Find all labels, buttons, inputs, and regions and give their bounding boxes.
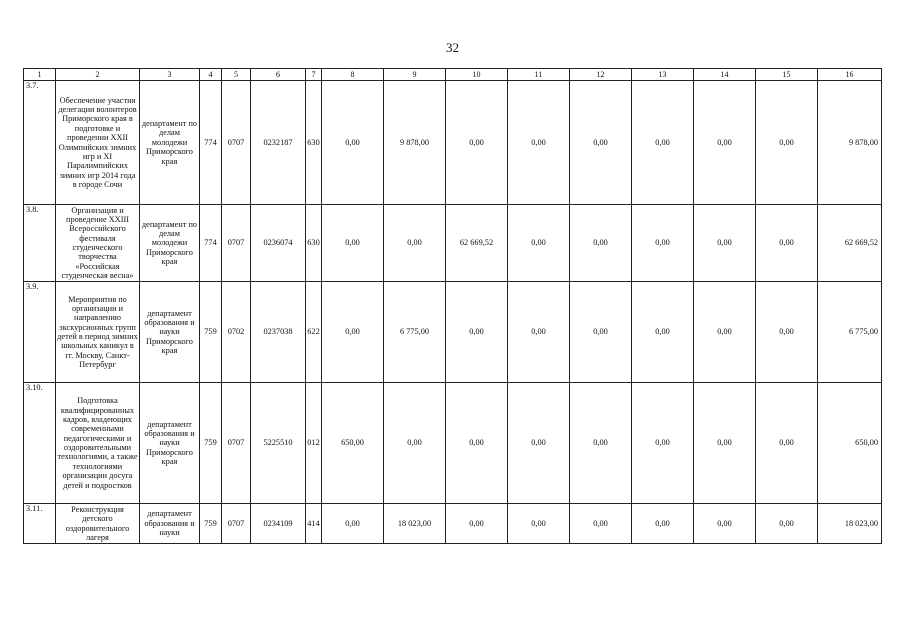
row-number: 3.10. xyxy=(24,383,56,504)
cell-target-article: 0232187 xyxy=(251,81,306,205)
cell-2017: 0,00 xyxy=(632,81,694,205)
table-row xyxy=(24,504,882,544)
table-body xyxy=(24,69,882,544)
cell-2014: 0,00 xyxy=(446,504,508,544)
cell-2015: 0,00 xyxy=(508,504,570,544)
measure-name: Подготовка квалифицированных кадров, владеющих современными педагогическими и оздоровительными технологиями, а также технологиями организации досуга детей и подростков xyxy=(56,383,140,504)
cell-2016: 0,00 xyxy=(570,504,632,544)
cell-2016: 0,00 xyxy=(570,282,632,383)
cell-total: 18 023,00 xyxy=(818,504,882,544)
cell-2013: 0,00 xyxy=(384,383,446,504)
cell-grbs: 759 xyxy=(200,383,222,504)
column-header-13: 13 xyxy=(632,69,694,81)
header-row xyxy=(24,69,882,81)
row-number: 3.7. xyxy=(24,81,56,205)
column-header-15: 15 xyxy=(756,69,818,81)
cell-2016: 0,00 xyxy=(570,81,632,205)
cell-grbs: 759 xyxy=(200,504,222,544)
column-header-1: 1 xyxy=(24,69,56,81)
column-header-16: 16 xyxy=(818,69,882,81)
row-number: 3.11. xyxy=(24,504,56,544)
table-row xyxy=(24,383,882,504)
cell-section: 0707 xyxy=(222,81,251,205)
cell-2018: 0,00 xyxy=(694,81,756,205)
cell-2018: 0,00 xyxy=(694,282,756,383)
budget-table xyxy=(23,68,882,544)
cell-expense-type: 630 xyxy=(306,81,322,205)
department: департамент образования и науки Приморского края xyxy=(140,282,200,383)
cell-section: 0707 xyxy=(222,383,251,504)
column-header-11: 11 xyxy=(508,69,570,81)
cell-2016: 0,00 xyxy=(570,383,632,504)
column-header-2: 2 xyxy=(56,69,140,81)
cell-total: 62 669,52 xyxy=(818,205,882,282)
row-number: 3.9. xyxy=(24,282,56,383)
cell-2019: 0,00 xyxy=(756,282,818,383)
cell-expense-type: 630 xyxy=(306,205,322,282)
cell-section: 0707 xyxy=(222,504,251,544)
cell-2019: 0,00 xyxy=(756,383,818,504)
cell-2013: 6 775,00 xyxy=(384,282,446,383)
column-header-10: 10 xyxy=(446,69,508,81)
cell-target-article: 0236074 xyxy=(251,205,306,282)
cell-2015: 0,00 xyxy=(508,81,570,205)
cell-target-article: 0234109 xyxy=(251,504,306,544)
table-row xyxy=(24,81,882,205)
cell-expense-type: 414 xyxy=(306,504,322,544)
cell-2014: 62 669,52 xyxy=(446,205,508,282)
department: департамент образования и науки Приморского края xyxy=(140,383,200,504)
cell-2017: 0,00 xyxy=(632,205,694,282)
cell-2016: 0,00 xyxy=(570,205,632,282)
cell-grbs: 759 xyxy=(200,282,222,383)
cell-grbs: 774 xyxy=(200,81,222,205)
cell-2014: 0,00 xyxy=(446,383,508,504)
cell-2019: 0,00 xyxy=(756,205,818,282)
cell-2012: 0,00 xyxy=(322,81,384,205)
column-header-6: 6 xyxy=(251,69,306,81)
cell-2015: 0,00 xyxy=(508,282,570,383)
cell-total: 9 878,00 xyxy=(818,81,882,205)
cell-2015: 0,00 xyxy=(508,205,570,282)
cell-2012: 650,00 xyxy=(322,383,384,504)
cell-2012: 0,00 xyxy=(322,282,384,383)
cell-target-article: 0237038 xyxy=(251,282,306,383)
row-number: 3.8. xyxy=(24,205,56,282)
cell-2019: 0,00 xyxy=(756,81,818,205)
cell-2014: 0,00 xyxy=(446,81,508,205)
cell-2013: 9 878,00 xyxy=(384,81,446,205)
column-header-8: 8 xyxy=(322,69,384,81)
measure-name: Организация и проведение XXIII Всероссийского фестиваля студенческого творчества «Российская студенческая весна» xyxy=(56,205,140,282)
cell-expense-type: 622 xyxy=(306,282,322,383)
cell-2017: 0,00 xyxy=(632,282,694,383)
table-row xyxy=(24,282,882,383)
cell-2017: 0,00 xyxy=(632,504,694,544)
cell-section: 0707 xyxy=(222,205,251,282)
column-header-3: 3 xyxy=(140,69,200,81)
cell-section: 0702 xyxy=(222,282,251,383)
column-header-14: 14 xyxy=(694,69,756,81)
column-header-4: 4 xyxy=(200,69,222,81)
cell-2018: 0,00 xyxy=(694,205,756,282)
department: департамент образования и науки xyxy=(140,504,200,544)
cell-2013: 18 023,00 xyxy=(384,504,446,544)
column-header-7: 7 xyxy=(306,69,322,81)
measure-name: Реконструкция детского оздоровительного лагеря xyxy=(56,504,140,544)
measure-name: Мероприятия по организации и направлению экскурсионных групп детей в период зимних школьных каникул в гг. Москву, Санкт-Петербург xyxy=(56,282,140,383)
cell-target-article: 5225510 xyxy=(251,383,306,504)
cell-2013: 0,00 xyxy=(384,205,446,282)
cell-2012: 0,00 xyxy=(322,504,384,544)
cell-grbs: 774 xyxy=(200,205,222,282)
cell-total: 6 775,00 xyxy=(818,282,882,383)
cell-2019: 0,00 xyxy=(756,504,818,544)
column-header-12: 12 xyxy=(570,69,632,81)
cell-2014: 0,00 xyxy=(446,282,508,383)
page-number: 32 xyxy=(446,40,459,55)
cell-2017: 0,00 xyxy=(632,383,694,504)
measure-name: Обеспечение участия делегации волонтеров Приморского края в подготовке и проведении XXII Олимпийских зимних игр и XI Паралимпийских зимних игр 2014 года в городе Сочи xyxy=(56,81,140,205)
table-row xyxy=(24,205,882,282)
column-header-9: 9 xyxy=(384,69,446,81)
cell-2015: 0,00 xyxy=(508,383,570,504)
column-header-5: 5 xyxy=(222,69,251,81)
cell-2018: 0,00 xyxy=(694,504,756,544)
cell-expense-type: 012 xyxy=(306,383,322,504)
cell-2018: 0,00 xyxy=(694,383,756,504)
department: департамент по делам молодежи Приморского края xyxy=(140,205,200,282)
cell-2012: 0,00 xyxy=(322,205,384,282)
cell-total: 650,00 xyxy=(818,383,882,504)
department: департамент по делам молодежи Приморского края xyxy=(140,81,200,205)
